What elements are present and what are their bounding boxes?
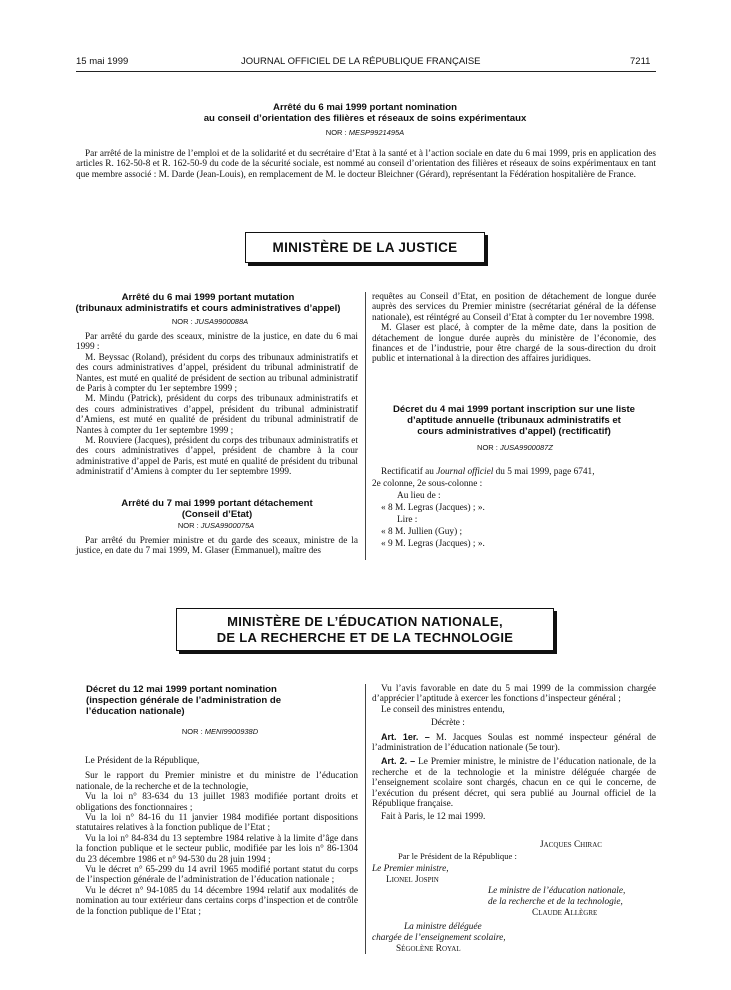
detachement-nor: NOR : JUSA9900075A — [177, 521, 255, 530]
ministry-education-heading — [176, 608, 554, 651]
top-act-title-line1: Arrêté du 6 mai 1999 portant nomination — [273, 102, 457, 113]
mutation-title: Arrêté du 6 mai 1999 portant mutation (tribunaux administratifs et cours administratives d’appel) — [75, 292, 341, 314]
header-rule — [76, 71, 656, 72]
nomination-body-left: Le Président de la République, Sur le rapport du Premier ministre et du ministre de l’éducation nationale, de la recherche et de la technologie, Vu la loi n° 83-634 du 13 juillet 1983 modifiée portant droits et obligations des fonctionnaires ; Vu la loi n° 84-16 du 11 janvier 1984 modifiée portant dispositions statutaires relatives à la fonction publique de l’Etat ; Vu la loi n° 84-834 du 13 septembre 1984 relative à la limite d’âge dans la fonction publique et le secteur public, modifiée par les lois n° 86-1304 du 23 décembre 1986 et n° 94-530 du 28 juin 1994 ; Vu le décret n° 65-299 du 14 avril 1965 modifié portant statut du corps de l’inspection générale de l’administration de l’éducation nationale ; Vu le décret n° 94-1085 du 14 décembre 1994 relatif aux modalités de nomination au tour extérieur dans certains corps d’inspection et de contrôle de la fonction publique de l’Etat ; — [76, 756, 358, 917]
top-act-title — [150, 102, 580, 124]
column-divider — [365, 292, 366, 560]
header-date: 15 mai 1999 — [76, 56, 129, 67]
deleguee-title-1: La ministre déléguée — [404, 922, 482, 932]
inscription-nor: NOR : JUSA9900087Z — [477, 443, 553, 452]
mutation-nor: NOR : JUSA9900088A — [171, 317, 249, 326]
top-act-nor: NOR : MESP9921495A — [325, 128, 405, 137]
deleguee-name: Ségolène Royal — [396, 944, 461, 954]
header-journal-title: JOURNAL OFFICIEL DE LA RÉPUBLIQUE FRANÇAISE — [241, 56, 481, 67]
lire: Lire : — [397, 515, 418, 525]
nor-code: MESP9921495A — [348, 128, 405, 137]
article-2-label: Art. 2. – — [381, 756, 416, 767]
article-1-label: Art. 1er. – — [381, 731, 430, 742]
ministry-justice-label: MINISTÈRE DE LA JUSTICE — [272, 240, 458, 255]
au-lieu-de: Au lieu de : — [397, 491, 441, 501]
minister-title-2: de la recherche et de la technologie, — [488, 897, 623, 907]
nomination-nor: NOR : MENI9900938D — [181, 727, 259, 736]
deleguee-title-2: chargée de l’enseignement scolaire, — [372, 933, 506, 943]
mutation-para: M. Mindu (Patrick), président du corps des tribunaux administratifs et des cours administratives d’appel, président du tribunal administratif d’Amiens, est muté en qualité de président du tribunal administratif de Nantes à compter du 1er septembre 1999 ; — [76, 394, 358, 436]
inscription-body: Rectificatif au Journal officiel du 5 mai 1999, page 6741, 2e colonne, 2e sous-colonne : Au lieu de : « 8 M. Legras (Jacques) ; ». Lire : « 8 M. Jullien (Guy) ; « 9 M. Legras (Jacques) ; ». — [372, 466, 656, 550]
minister-title-1: Le ministre de l’éducation nationale, — [488, 886, 626, 896]
detachement-body-left: Par arrêté du Premier ministre et du garde des sceaux, ministre de la justice, en date du 7 mai 1999, M. Glaser (Emmanuel), maître des — [76, 536, 358, 557]
pm-name: Lionel Jospin — [386, 875, 439, 885]
mutation-para: M. Rouviere (Jacques), président du corps des tribunaux administratifs et des cours administratives d’appel, président de chambre à la cour administrative d’appel de Paris, est muté en qualité de président du tribunal administratif d’Amiens à compter du 1er septembre 1999. — [76, 436, 358, 478]
decrete-label: Décrète : — [431, 718, 465, 729]
detachement-body-right: requêtes au Conseil d’Etat, en position de détachement de longue durée auprès des services du Premier ministre (secrétariat général de la défense nationale), est réintégré au Conseil d’Etat à compter du 1er novembre 1998. M. Glaser est placé, à compter de la même date, dans la position de détachement de longue durée auprès du ministère de l’économie, des finances et de l’industrie, pour être chargé de la sous-direction du droit public et international à la direction des affaires juridiques. — [372, 292, 656, 365]
nomination-title: Décret du 12 mai 1999 portant nomination (inspection générale de l’administration de l’éducation nationale) — [86, 684, 282, 717]
ministry-justice-heading — [245, 232, 485, 263]
mutation-body — [76, 332, 358, 478]
minister-name: Claude Allègre — [532, 908, 598, 918]
par-le-president: Par le Président de la République : — [398, 851, 517, 861]
ministry-education-line2: DE LA RECHERCHE ET DE LA TECHNOLOGIE — [216, 630, 514, 645]
mutation-para: Par arrêté du garde des sceaux, ministre de la justice, en date du 6 mai 1999 : — [76, 332, 358, 353]
header-page-number: 7211 — [630, 56, 651, 67]
pm-title: Le Premier ministre, — [372, 864, 449, 874]
nomination-body-right: Vu l’avis favorable en date du 5 mai 1999 de la commission chargée d’apprécier l’aptitude à exercer les fonctions d’inspecteur général ; Le conseil des ministres entendu, Décrète : Art. 1er. – M. Jacques Soulas est nommé inspecteur général de l’administration de l’éducation nationale (5e tour). Art. 2. – Le Premier ministre, le ministre de l’éducation nationale, de la recherche et de la technologie et la ministre déléguée chargée de l’enseignement scolaire sont chargés, chacun en ce qui le concerne, de l’exécution du présent décret, qui sera publié au Journal officiel de la République française. Fait à Paris, le 12 mai 1999. — [372, 684, 656, 823]
column-divider — [365, 684, 366, 954]
top-act-title-line2: au conseil d’orientation des filières et réseaux de soins expérimentaux — [203, 113, 527, 124]
top-act-body — [76, 149, 656, 180]
top-act-paragraph: Par arrêté de la ministre de l’emploi et de la solidarité et du secrétaire d’Etat à la santé et à l’action sociale en date du 6 mai 1999, pris en application des articles R. 162-50-8 et R. 162-50-9 du code de la sécurité sociale, est nommé au conseil d’orientation des filières et réseaux de soins expérimentaux en tant que membre associé : M. Darde (Jean-Louis), en remplacement de M. le docteur Bleichner (Gérard), représentant la Fédération hospitalière de France. — [76, 149, 656, 180]
detachement-title: Arrêté du 7 mai 1999 portant détachement (Conseil d’Etat) — [121, 498, 313, 520]
ministry-education-line1: MINISTÈRE DE L’ÉDUCATION NATIONALE, — [227, 614, 503, 629]
inscription-title: Décret du 4 mai 1999 portant inscription sur une liste d’aptitude annuelle (tribunaux administratifs et cours administratives d’appel) (rectificatif) — [392, 404, 636, 437]
mutation-para: M. Beyssac (Roland), président du corps des tribunaux administratifs et des cours administratives d’appel, président du tribunal administratif de Nantes, est muté en qualité de président de section au tribunal administratif de Paris à compter du 1er septembre 1999 ; — [76, 352, 358, 395]
signature-president: Jacques Chirac — [540, 840, 602, 850]
